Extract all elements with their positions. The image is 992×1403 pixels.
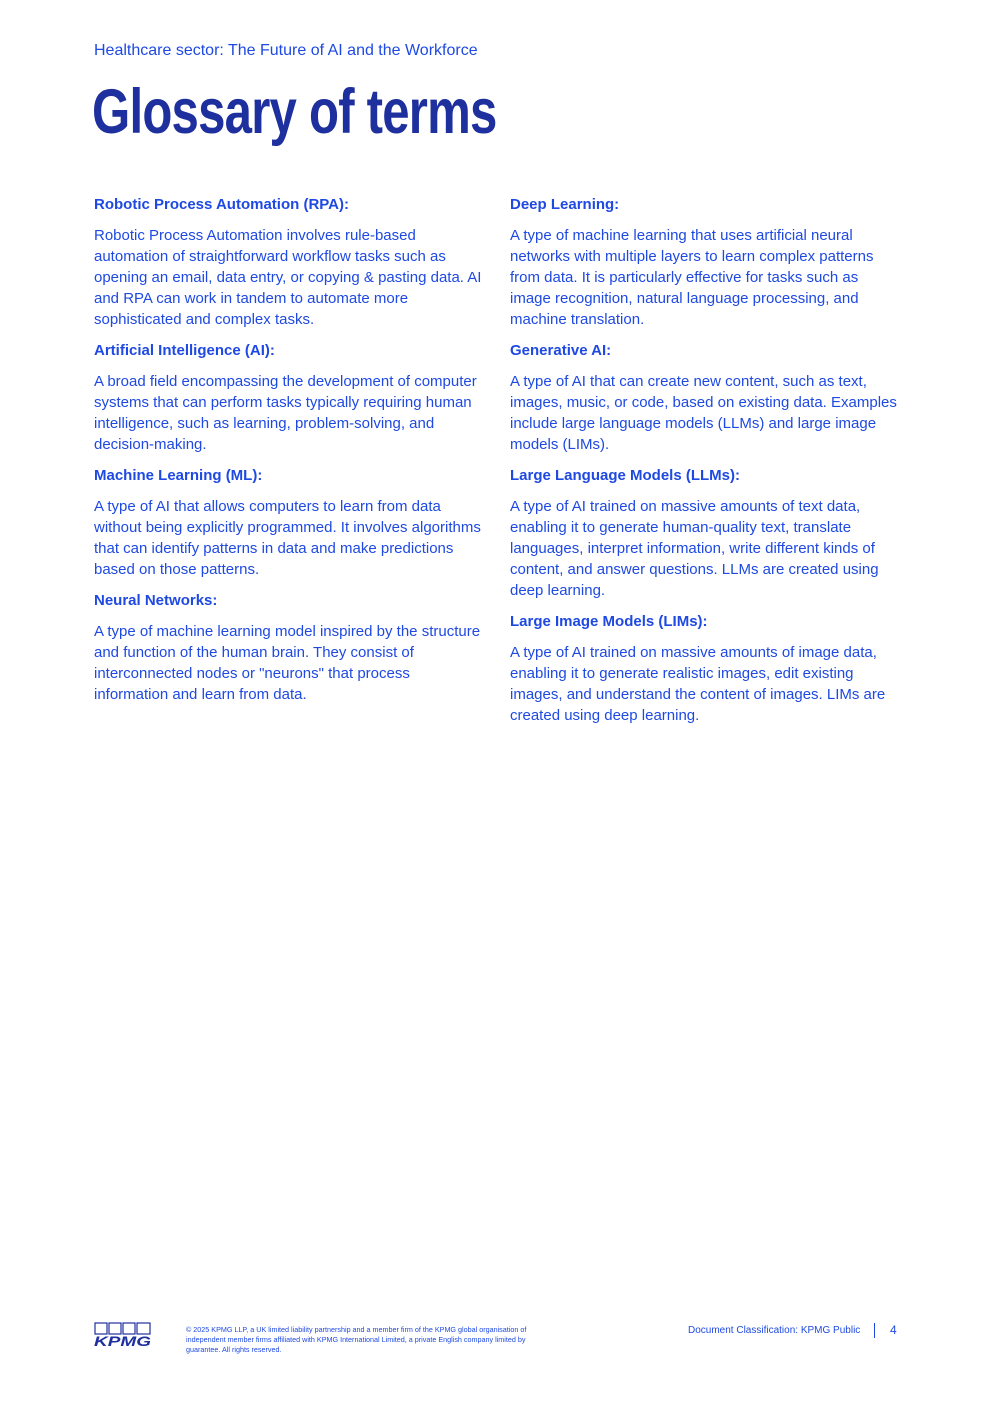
glossary-term: Neural Networks: (94, 592, 218, 609)
glossary-definition: A type of AI trained on massive amounts of text data, enabling it to generate human-quality text, translate languages, interpret information, write different kinds of content, and answer questions. LLMs are created using deep learning. (510, 498, 879, 599)
kpmg-logo (94, 1322, 152, 1348)
page-title: Glossary of terms (92, 77, 497, 147)
glossary-entry (94, 194, 486, 330)
page-subtitle: Healthcare sector: The Future of AI and the Workforce (94, 42, 478, 59)
glossary-entry (94, 340, 486, 455)
glossary-entry (510, 340, 902, 455)
glossary-entry (510, 194, 902, 330)
page-number: 4 (890, 1323, 897, 1337)
glossary-definition: A type of AI that allows computers to learn from data without being explicitly programmed. It involves algorithms that can identify patterns in data and make predictions based on those patterns. (94, 498, 481, 578)
glossary-definition: A type of machine learning model inspired by the structure and function of the human brain. They consist of interconnected nodes or "neurons" that process information and learn from data. (94, 623, 481, 703)
glossary-term: Generative AI: (510, 342, 612, 359)
legal-notice: © 2025 KPMG LLP, a UK limited liability partnership and a member firm of the KPMG global organisation of independent member firms affiliated with KPMG International Limited, a private English company limited by guarantee. All rights reserved. (186, 1325, 527, 1354)
glossary-entry (94, 465, 486, 580)
glossary-term: Large Language Models (LLMs): (510, 467, 741, 484)
glossary-definition: A type of AI trained on massive amounts of image data, enabling it to generate realistic images, edit existing images, and understand the content of images. LIMs are created using deep learning. (510, 644, 886, 724)
glossary-right-column (510, 194, 902, 736)
glossary-entry (94, 590, 486, 705)
glossary-term: Artificial Intelligence (AI): (94, 342, 275, 359)
kpmg-logo-text: KPMG (94, 1333, 152, 1348)
glossary-term: Robotic Process Automation (RPA): (94, 196, 350, 213)
glossary-definition: A type of machine learning that uses artificial neural networks with multiple layers to learn complex patterns from data. It is particularly effective for tasks such as image recognition, natural language processing, and machine translation. (510, 227, 874, 328)
glossary-entry (510, 465, 902, 601)
glossary-term: Deep Learning: (510, 196, 620, 213)
glossary-definition: Robotic Process Automation involves rule-based automation of straightforward workflow tasks such as opening an email, data entry, or copying & pasting data. AI and RPA can work in tandem to automate more sophisticated and complex tasks. (94, 227, 482, 328)
glossary-definition: A type of AI that can create new content, such as text, images, music, or code, based on existing data. Examples include large language models (LLMs) and large image models (LIMs). (510, 373, 897, 453)
glossary-entry (510, 611, 902, 726)
glossary-definition: A broad field encompassing the development of computer systems that can perform tasks typically requiring human intelligence, such as learning, problem-solving, and decision-making. (94, 373, 477, 453)
footer-divider (874, 1323, 875, 1338)
glossary-term: Machine Learning (ML): (94, 467, 263, 484)
glossary-term: Large Image Models (LIMs): (510, 613, 708, 630)
glossary-left-column (94, 194, 486, 715)
document-classification: Document Classification: KPMG Public (688, 1325, 861, 1336)
